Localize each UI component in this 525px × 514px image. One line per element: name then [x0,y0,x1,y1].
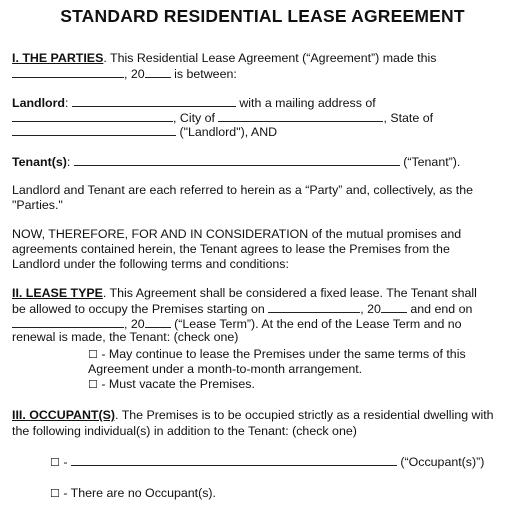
tenant-name-field[interactable] [74,154,400,166]
occupants-named-checkbox[interactable]: ☐ [50,457,60,469]
agreement-date-field[interactable] [12,66,124,78]
parties-line-2: , 20 is between: [12,66,237,82]
parties-line-1: I. THE PARTIES. This Residential Lease Agreement (“Agreement”) made this [12,51,437,65]
vacate-option: ☐ - Must vacate the Premises. [88,377,255,391]
lease-type-line-1: II. LEASE TYPE. This Agreement shall be considered a fixed lease. The Tenant shall [12,286,477,300]
no-occupants-option: ☐ - There are no Occupant(s). [50,486,216,500]
parties-referred-line-2: "Parties." [12,198,63,212]
consideration-line-1: NOW, THEREFORE, FOR AND IN CONSIDERATION of the mutual promises and [12,227,462,241]
vacate-checkbox[interactable]: ☐ [88,379,98,391]
occupants-line-1: III. OCCUPANT(S). The Premises is to be occupied strictly as a residential dwelling with [12,408,494,422]
parties-referred-line-1: Landlord and Tenant are each referred to herein as a “Party” and, collectively, as the [12,183,474,197]
lease-type-line-2: be allowed to occupy the Premises starting on , 20 and end on [12,302,473,316]
document-title: STANDARD RESIDENTIAL LEASE AGREEMENT [60,6,465,26]
landlord-name-field[interactable] [72,95,236,107]
occupants-names-field[interactable] [71,454,397,466]
lease-end-year-field[interactable] [145,316,171,328]
lease-start-year-field[interactable] [381,301,407,313]
landlord-state-field[interactable] [12,124,176,136]
lease-start-date-field[interactable] [268,301,360,313]
consideration-line-2: agreements contained herein, the Tenant agrees to lease the Premises from the [12,242,450,256]
landlord-state-line: ("Landlord"), AND [12,124,277,140]
occupants-named-option: ☐ - (“Occupant(s)”) [50,455,485,469]
month-to-month-checkbox[interactable]: ☐ [88,349,98,361]
month-to-month-option: ☐ - May continue to lease the Premises under the same terms of this [88,347,466,361]
occupants-heading: III. OCCUPANT(S) [12,408,116,422]
parties-heading: I. THE PARTIES [12,51,104,65]
tenant-line: Tenant(s): (“Tenant”). [12,155,461,169]
landlord-label: Landlord [12,96,65,110]
consideration-line-3: Landlord under the following terms and conditions: [12,257,289,271]
month-to-month-option-line-2: Agreement under a month-to-month arrangement. [88,362,363,376]
occupants-line-2: the following individual(s) in addition to the Tenant: (check one) [12,424,357,438]
landlord-address-line: , City of , State of [12,110,433,126]
lease-type-line-3: , 20 (“Lease Term”). At the end of the Lease Term and no [12,316,462,332]
tenant-label: Tenant(s) [12,155,67,169]
no-occupants-checkbox[interactable]: ☐ [50,488,60,500]
lease-type-heading: II. LEASE TYPE [12,286,103,300]
landlord-city-field[interactable] [218,110,383,122]
landlord-address-field[interactable] [12,110,173,122]
lease-type-line-4: renewal is made, the Tenant: (check one) [12,330,239,344]
agreement-year-field[interactable] [145,66,171,78]
lease-end-date-field[interactable] [12,316,124,328]
landlord-line: Landlord: with a mailing address of [12,96,376,110]
